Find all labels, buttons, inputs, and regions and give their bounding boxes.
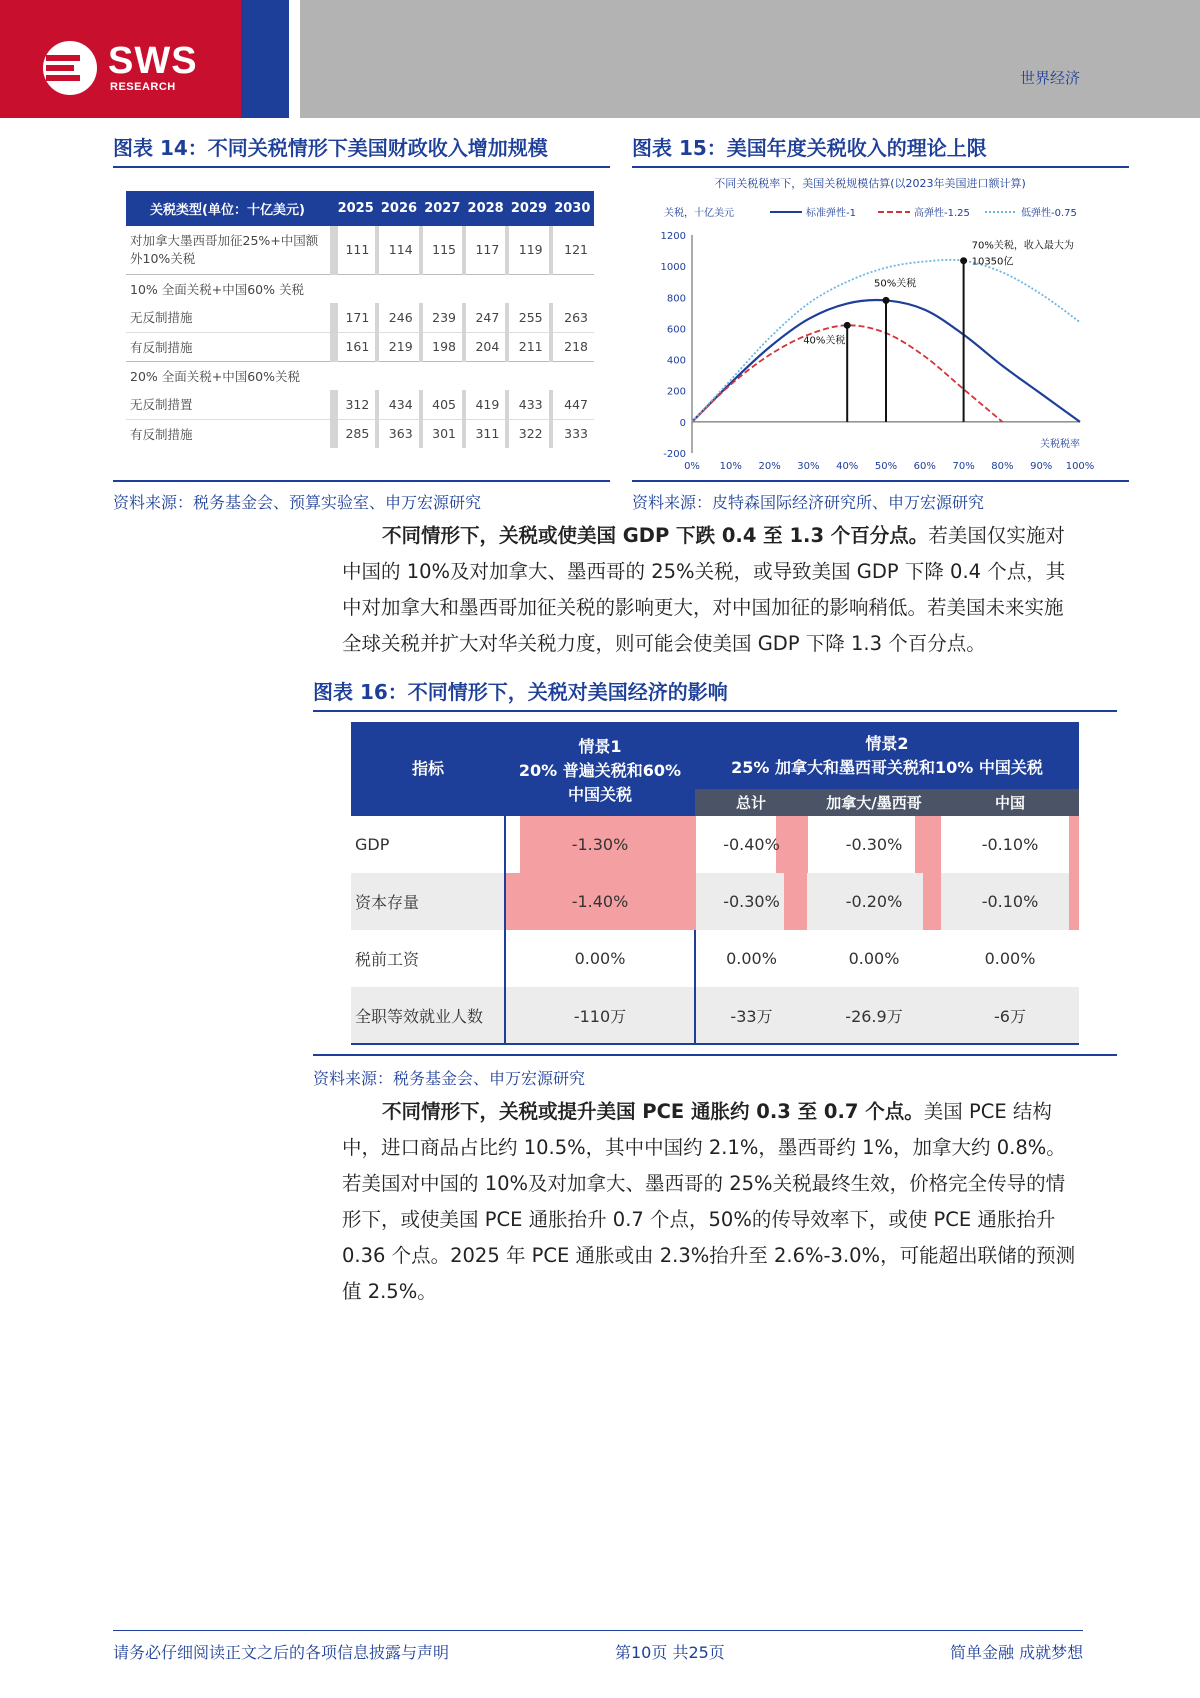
logo-subtext: RESEARCH: [110, 81, 176, 93]
table-cell: 433: [507, 390, 550, 419]
table-cell: 363: [377, 419, 420, 448]
legend-label: 低弹性-0.75: [1021, 208, 1077, 219]
row-label: 有反制措施: [130, 339, 193, 355]
annotation-label: 10350亿: [971, 256, 1014, 268]
paragraph-pce: [342, 1094, 1082, 1310]
table-cell: [941, 873, 1079, 930]
table-cell: 246: [377, 303, 420, 332]
cell-value: -0.10%: [981, 892, 1039, 911]
header-scenario1: [505, 722, 695, 816]
table-cell: [505, 816, 695, 873]
value-bar: [923, 873, 941, 930]
x-tick-label: 40%: [836, 461, 859, 472]
table-section-row: [126, 361, 594, 390]
scenario1-name: 情景1: [578, 737, 622, 756]
section-label: 10% 全面关税+中国60% 关税: [126, 274, 594, 303]
section-label: 20% 全面关税+中国60%关税: [126, 361, 594, 390]
table-cell: 117: [464, 226, 507, 274]
fig14-col-header: 2025: [334, 191, 377, 226]
table-cell: 301: [421, 419, 464, 448]
value-bar: [1069, 873, 1079, 930]
row-label: 有反制措施: [130, 426, 193, 442]
fig16-bottom-rule: [313, 1054, 1117, 1056]
table-cell: 218: [551, 332, 594, 361]
table-cell: [695, 873, 807, 930]
table-cell: 0.00%: [848, 949, 900, 968]
x-tick-label: 0%: [684, 461, 700, 472]
header-indicator: 指标: [351, 722, 505, 816]
header-blue-stripe: [241, 0, 289, 118]
value-bar: [776, 816, 808, 873]
fig15-bottom-rule: [632, 480, 1129, 482]
chart-title: 不同关税税率下，美国关税规模估算(以2023年美国进口额计算): [714, 177, 1026, 190]
table-row: [351, 816, 1079, 873]
table-cell: -110万: [505, 987, 695, 1044]
row-label: 税前工资: [351, 930, 505, 987]
fig14-col-header: 2028: [464, 191, 507, 226]
fig14-col-header: 2027: [421, 191, 464, 226]
table-cell: [695, 816, 807, 873]
table-cell: 255: [507, 303, 550, 332]
footer-slogan: 简单金融 成就梦想: [950, 1643, 1084, 1662]
table-cell: 161: [334, 332, 377, 361]
annotation-label: 40%关税: [803, 335, 846, 347]
fig14-col-header: 2029: [507, 191, 550, 226]
scenario2-desc: 25% 加拿大和墨西哥关税和10% 中国关税: [731, 757, 1043, 777]
x-axis-label: 关税税率: [1040, 439, 1080, 450]
table-cell: -33万: [695, 987, 807, 1044]
y-tick-label: 600: [666, 324, 686, 336]
y-tick-label: 0: [679, 417, 686, 429]
x-tick-label: 20%: [758, 461, 781, 472]
cell-value: -0.20%: [845, 892, 903, 911]
header-scenario2: [695, 722, 1079, 789]
fig14-col-header: 关税类型(单位：十亿美元): [126, 191, 334, 226]
cell-value: -0.30%: [723, 892, 780, 911]
table-cell: 204: [464, 332, 507, 361]
x-tick-label: 50%: [874, 461, 898, 472]
fig15-chart: [640, 175, 1100, 475]
table-cell: 312: [334, 390, 377, 419]
y-tick-label: 1000: [660, 262, 686, 274]
fig16-title: 图表 16：不同情形下，关税对美国经济的影响: [313, 680, 1117, 712]
y-tick-label: 400: [666, 355, 686, 367]
fig14-bottom-rule: [113, 480, 610, 482]
table-cell: 322: [507, 419, 550, 448]
paragraph-gdp-lead: 不同情形下，关税或使美国 GDP 下跌 0.4 至 1.3 个百分点。: [382, 524, 929, 547]
paragraph-gdp-body: 若美国仅实施对中国的 10%及对加拿大、墨西哥的 25%关税，或导致美国 GDP 下降 0.4 个点，其中对加拿大和墨西哥加征关税的影响更大，对中国加征的影响稍低。若美国未来实施全球关税并扩大对华关税力度，则可能会使美国 GDP 下降 1.3 个百分点。: [342, 524, 1066, 655]
footer-disclaimer: 请务必仔细阅读正文之后的各项信息披露与声明: [113, 1643, 450, 1662]
table-row: [126, 332, 594, 361]
table-cell: -6万: [941, 987, 1079, 1044]
value-bar: [784, 873, 808, 930]
page-number: 第10页 共25页: [615, 1643, 725, 1662]
scenario2-name: 情景2: [865, 733, 909, 753]
cell-value: -1.30%: [571, 835, 629, 854]
table-cell: 114: [377, 226, 420, 274]
y-tick-label: 200: [666, 386, 686, 398]
table-row: [351, 987, 1079, 1044]
footer-rule: [113, 1630, 1083, 1631]
fig14-table: [126, 191, 594, 448]
fig16-source: 资料来源：税务基金会、申万宏源研究: [313, 1069, 586, 1088]
table-row: [126, 419, 594, 448]
legend-label: 标准弹性-1: [806, 208, 856, 219]
header-canmex: 加拿大/墨西哥: [807, 789, 941, 816]
table-cell: -26.9万: [807, 987, 941, 1044]
row-label: 对加拿大墨西哥加征25%+中国额外10%关税: [130, 232, 319, 266]
x-tick-label: 80%: [991, 461, 1014, 472]
table-cell: [941, 816, 1079, 873]
annotation-label: 70%关税，收入最大为: [971, 240, 1074, 252]
row-label: 资本存量: [351, 873, 505, 930]
table-cell: 119: [507, 226, 550, 274]
row-label: 全职等效就业人数: [351, 987, 505, 1044]
x-tick-label: 60%: [913, 461, 936, 472]
fig15-title: 图表 15：美国年度关税收入的理论上限: [632, 136, 1129, 168]
fig14-source: 资料来源：税务基金会、预算实验室、申万宏源研究: [113, 493, 482, 512]
row-label: 无反制措施: [126, 303, 334, 332]
paragraph-pce-lead: 不同情形下，关税或提升美国 PCE 通胀约 0.3 至 0.7 个点。: [382, 1100, 924, 1123]
table-cell: 171: [334, 303, 377, 332]
value-bar: [1069, 816, 1079, 873]
table-row: [126, 390, 594, 419]
row-label: 无反制措置: [126, 390, 334, 419]
cell-value: -0.40%: [723, 835, 780, 854]
y-tick-label: -200: [663, 449, 686, 460]
table-cell: [807, 816, 941, 873]
fig14-col-header: 2026: [377, 191, 420, 226]
row-label: GDP: [351, 816, 505, 873]
table-cell: 0.00%: [984, 949, 1036, 968]
table-cell: 239: [421, 303, 464, 332]
table-cell: 211: [507, 332, 550, 361]
table-cell: 0.00%: [505, 930, 695, 987]
y-tick-label: 1200: [660, 231, 686, 242]
fig15-source: 资料来源：皮特森国际经济研究所、申万宏源研究: [632, 493, 985, 512]
table-row: [351, 930, 1079, 987]
fig14-title: 图表 14：不同关税情形下美国财政收入增加规模: [113, 136, 610, 168]
paragraph-gdp: [342, 518, 1082, 662]
table-section-row: [126, 274, 594, 303]
table-cell: 311: [464, 419, 507, 448]
table-cell: [505, 873, 695, 930]
table-row: [126, 226, 594, 274]
table-cell: 115: [421, 226, 464, 274]
table-cell: 111: [334, 226, 377, 274]
fig16-table-wrap: [351, 722, 1079, 1045]
annotation-marker: [883, 297, 890, 304]
table-row: [351, 873, 1079, 930]
annotation-label: 50%关税: [874, 278, 917, 290]
y-tick-label: 800: [666, 293, 686, 305]
table-cell: 121: [551, 226, 594, 274]
table-cell: 405: [421, 390, 464, 419]
sws-logo-icon: [40, 38, 100, 98]
scenario1-desc: 20% 普遍关税和60% 中国关税: [518, 761, 682, 804]
table-row: [126, 303, 594, 332]
y-axis-label: 关税，十亿美元: [664, 208, 734, 219]
table-cell: 263: [551, 303, 594, 332]
table-cell: 198: [421, 332, 464, 361]
header-china: 中国: [941, 789, 1079, 816]
cell-value: -0.10%: [981, 835, 1039, 854]
header-total: 总计: [695, 789, 807, 816]
logo-text: SWS: [108, 40, 198, 82]
table-cell: 285: [334, 419, 377, 448]
table-cell: [807, 873, 941, 930]
paragraph-pce-body: 美国 PCE 结构中，进口商品占比约 10.5%，其中中国约 2.1%，墨西哥约 1%，加拿大约 0.8%。若美国对中国的 10%及对加拿大、墨西哥的 25%关税最终生效，价格完全传导的情形下，或使美国 PCE 通胀抬升 0.7 个点，50%的传导效率下，或使 PCE 通胀抬升 0.36 个点。2025 年 PCE 通胀或由 2.3%抬升至 2.6%-3.0%，可能超出联储的预测值 2.5%。: [342, 1100, 1076, 1303]
table-cell: 419: [464, 390, 507, 419]
fig14-col-header: 2030: [551, 191, 594, 226]
fig16-table: [351, 722, 1079, 1045]
table-cell: 447: [551, 390, 594, 419]
table-cell: 247: [464, 303, 507, 332]
table-cell: 0.00%: [726, 949, 777, 968]
x-tick-label: 100%: [1065, 461, 1095, 472]
table-cell: 434: [377, 390, 420, 419]
x-tick-label: 30%: [797, 461, 820, 472]
table-cell: 333: [551, 419, 594, 448]
annotation-marker: [960, 257, 967, 264]
cell-value: -0.30%: [845, 835, 903, 854]
value-bar: [915, 816, 941, 873]
header-gray-band: [300, 0, 1200, 118]
x-tick-label: 10%: [719, 461, 742, 472]
x-tick-label: 90%: [1030, 461, 1053, 472]
table-cell: 219: [377, 332, 420, 361]
section-label: 世界经济: [1020, 69, 1081, 87]
annotation-marker: [844, 322, 851, 329]
x-tick-label: 70%: [952, 461, 975, 472]
legend-label: 高弹性-1.25: [914, 208, 970, 219]
cell-value: -1.40%: [571, 892, 629, 911]
